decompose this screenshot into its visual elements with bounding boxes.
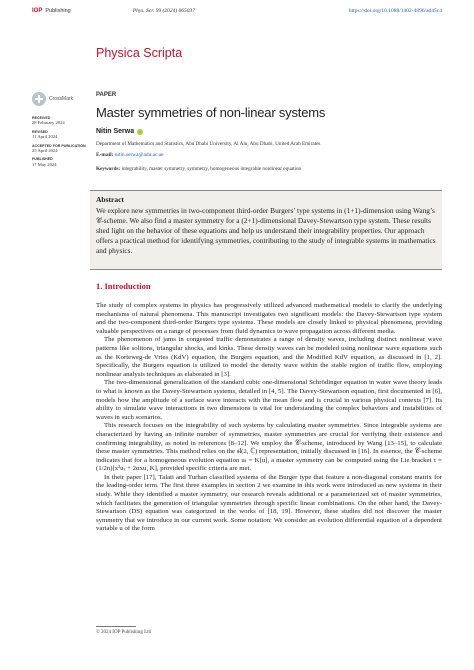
copyright: © 2024 IOP Publishing Ltd bbox=[96, 630, 152, 635]
abstract-heading: Abstract bbox=[96, 195, 124, 204]
paragraph: The two-dimensional generalization of the standard cubic one-dimensional Schrödinger equation in water wave theory leads to what is known as the Davey-Stewartson systems, detailed in [4, 5]. The Davey-Stewartson equation, first documented in [6], models how the amplitude of a surface wave interacts with the mean flow and is crucial in various physical contexts [7]. Its ability to simulate wave interactions in two dimensions is vital for understanding the complex behaviors and instabilities of waves in such scenarios. bbox=[96, 379, 442, 421]
history-date: 17 May 2024 bbox=[32, 161, 57, 167]
history-date: 28 February 2024 bbox=[32, 120, 65, 126]
section-body bbox=[96, 302, 442, 534]
history-label: REVISED bbox=[32, 129, 48, 134]
article-title: Master symmetries of non-linear systems bbox=[96, 105, 326, 120]
crossmark-label: CrossMark bbox=[49, 96, 74, 102]
journal-title[interactable]: Physica Scripta bbox=[96, 46, 183, 60]
history-label: ACCEPTED FOR PUBLICATION bbox=[32, 143, 86, 148]
doi-link[interactable]: https://doi.org/10.1088/1402-4896/ad45c4 bbox=[348, 8, 442, 14]
header-bar bbox=[32, 5, 442, 17]
author-name[interactable]: Nitin Serwa bbox=[96, 128, 135, 135]
orcid-icon[interactable] bbox=[137, 129, 143, 135]
email-link[interactable]: nitin.serwa@adu.ac.ae bbox=[114, 152, 164, 158]
abstract-text: We explore new symmetries in two-component third-order Burgers’ type systems in (1+1)-dimension using Wang’s 𝒞-scheme. We also find a master symmetry for a (2+1)-dimensional Davey-Stewartson type system. These results shed light on the behavior of these equations and help us understand their integrability properties. Our approach offers a practical method for identifying symmetries, contributing to the study of integrable systems in mathematics and physics. bbox=[96, 206, 436, 256]
paragraph: In their paper [17], Talati and Turhan classified systems of the Burger type that feature a non-diagonal constant matrix for the leading-order term. The first three examples in section 2 we examine in this work were introduced as new systems in their study. While they identified a master symmetry, our research reveals additional or a parameterized set of master symmetries, which facilitates the generation of triangular symmetries through specific linear combinations. On the other hand, the Davey-Stewartson (DS) equation was categorized in the works of [18, 19]. However, these studies did not discover the master symmetry that we introduce in our current work. Some notation: We consider an evolution differential equation of a dependent variable u of the form bbox=[96, 473, 442, 533]
paragraph: The phenomenon of jams in congested traffic demonstrates a range of density waves, including distinct nonlinear wave patterns like solitons, triangular shocks, and kinks. These density waves can be modeled using nonlinear wave equations such as the Korteweg-de Vries (KdV) equation, the Burgers equation, and the Modified KdV equation, as discussed in [1, 2]. Specifically, the Burgers equation is utilized to model the density wave within the stable region of traffic flow, employing nonlinear analysis techniques as elaborated in [3]. bbox=[96, 336, 442, 378]
article-type: PAPER bbox=[96, 92, 117, 98]
keywords-line bbox=[96, 166, 442, 172]
citation: Phys. Scr. 99 (2024) 065037 bbox=[132, 8, 196, 14]
history-label: PUBLISHED bbox=[32, 157, 53, 162]
history-accepted bbox=[32, 144, 90, 154]
paragraph: This research focuses on the integrability of such systems by calculating master symmetries. Since integrable systems are characterized by having an infinite number of symmetries, master symmetries are crucial for verifying their existence and confirming integrability, as noted in references [8–12]. We employ the 𝒞-scheme, introduced by Wang [13–15], to calculate these master symmetries. This method relies on the 𝔰𝔩(2, ℂ) representation, initially discussed in [16]. In essence, the 𝒞-scheme indicates that for a homogeneous evolution equation uₜ = K[u], a master symmetry can be computed using the Lie bracket τ = (1/2n)[x²uₓ + 2αxu, K], provided specific criteria are met. bbox=[96, 422, 442, 473]
affiliation: Department of Mathematics and Statistics, Abu Dhabi University, Al Ain, Abu Dhabi, United Arab Emirates bbox=[96, 141, 321, 147]
keywords-text: integrability, master symmetry, symmetry, homogeneous integrable nonlinear equation bbox=[121, 166, 302, 172]
email-label: E-mail: bbox=[96, 152, 114, 158]
author-line bbox=[96, 128, 442, 135]
paragraph: The study of complex systems in physics has progressively utilized advanced mathematical models to clarify the underlying mechanisms of natural phenomena. This manuscript investigates two significant models: the Davey-Stewartson type system and the two-component third-order Burgers type systems. These models are closely linked to physical phenomena, providing valuable perspectives on a range of processes from fluid dynamics to wave propagation across different media. bbox=[96, 302, 442, 335]
iop-logo-text: IOP bbox=[32, 8, 43, 14]
history-received bbox=[32, 116, 90, 126]
abstract-box bbox=[90, 190, 442, 270]
article-history-sidebar bbox=[32, 92, 90, 171]
footer-divider bbox=[96, 626, 136, 627]
history-date: 11 April 2024 bbox=[32, 134, 58, 140]
keywords-label: Keywords: bbox=[96, 166, 121, 172]
email-line bbox=[96, 152, 442, 158]
history-date: 25 April 2024 bbox=[32, 147, 58, 153]
crossmark-button[interactable] bbox=[32, 92, 90, 106]
publisher-name: Publishing bbox=[45, 8, 71, 14]
history-revised bbox=[32, 130, 90, 140]
publisher-logo[interactable] bbox=[32, 8, 71, 14]
history-published bbox=[32, 157, 90, 167]
crossmark-icon bbox=[32, 92, 46, 106]
history-label: RECEIVED bbox=[32, 116, 51, 120]
section-heading: 1. Introduction bbox=[96, 281, 151, 291]
